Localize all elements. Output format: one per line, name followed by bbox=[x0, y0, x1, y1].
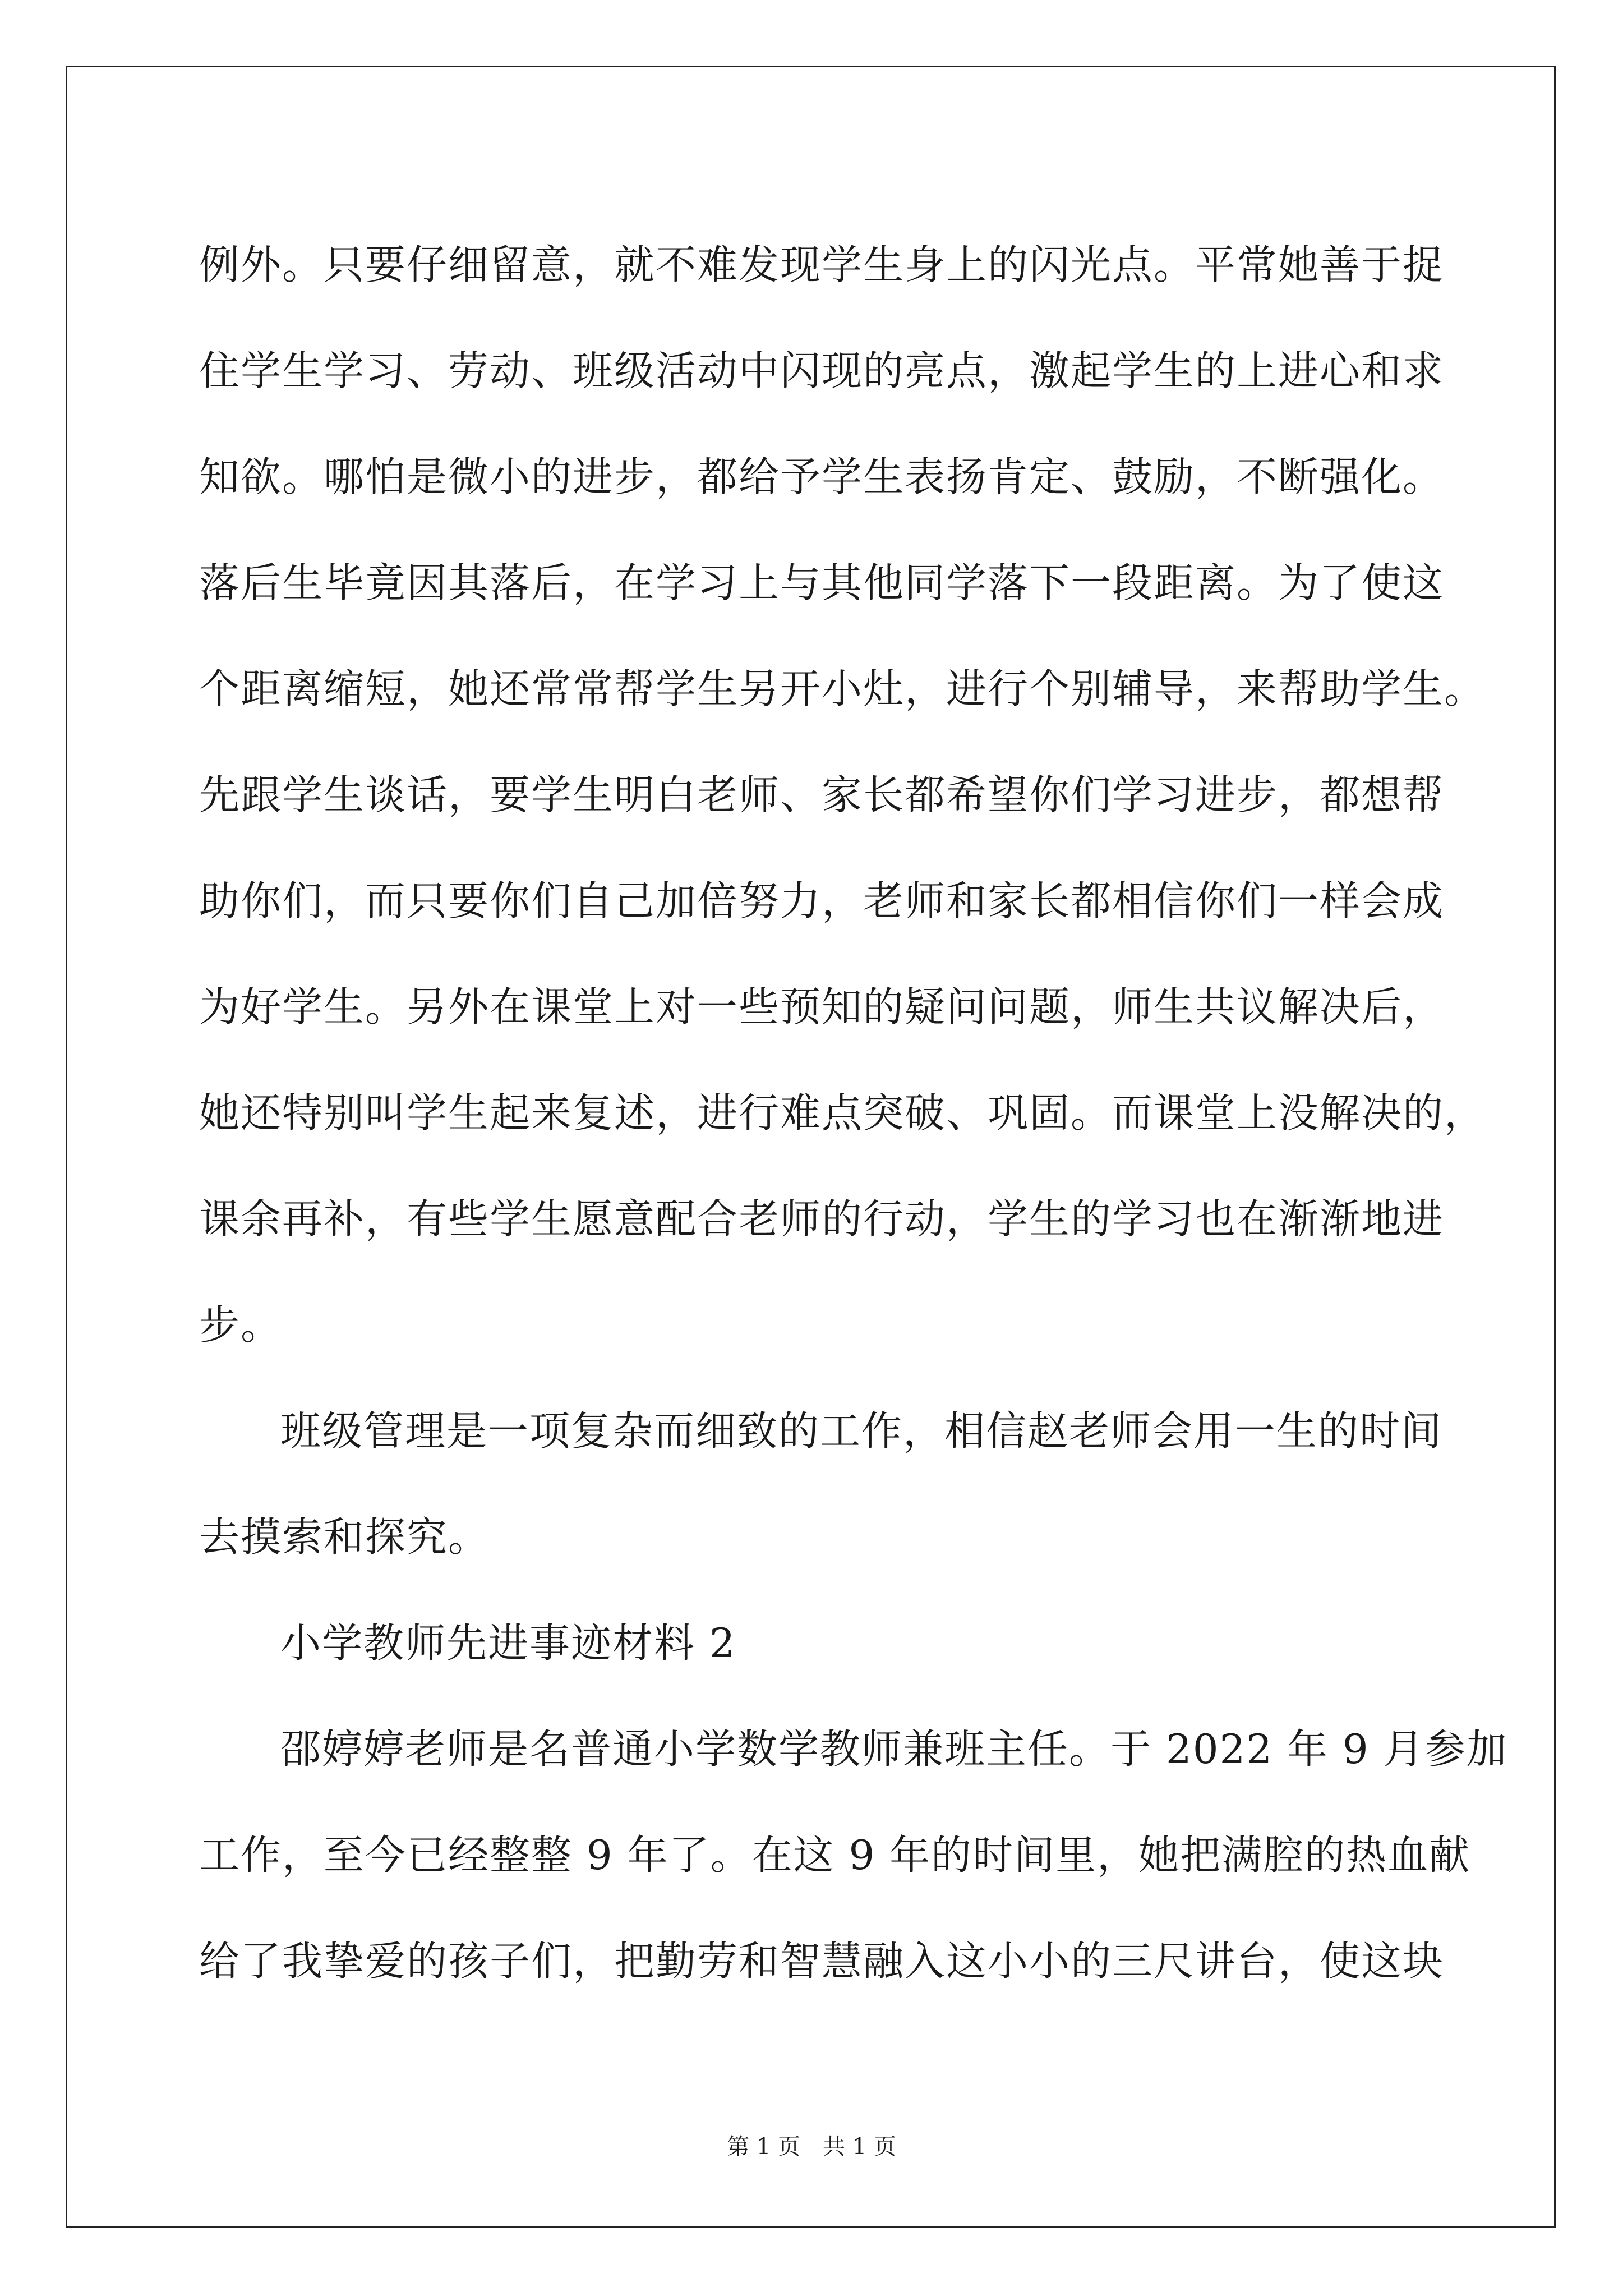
page-footer bbox=[0, 2133, 1623, 2161]
total-pages: 共 1 页 bbox=[823, 2134, 896, 2160]
text-line: 给了我挚爱的孩子们，把勤劳和智慧融入这小小的三尺讲台，使这块 bbox=[199, 1938, 1445, 1985]
text-line: 助你们，而只要你们自己加倍努力，老师和家长都相信你们一样会成 bbox=[199, 877, 1445, 924]
text-line: 去摸索和探究。 bbox=[199, 1513, 490, 1561]
document-body bbox=[199, 212, 1508, 2014]
page-number: 第 1 页 bbox=[727, 2134, 800, 2160]
section-heading: 小学教师先进事迹材料 2 bbox=[280, 1619, 736, 1667]
text-line: 她还特别叫学生起来复述，进行难点突破、巩固。而课堂上没解决的， bbox=[199, 1089, 1486, 1137]
text-line: 个距离缩短，她还常常帮学生另开小灶，进行个别辅导，来帮助学生。 bbox=[199, 665, 1486, 712]
paragraph-start-line: 班级管理是一项复杂而细致的工作，相信赵老师会用一生的时间 bbox=[280, 1407, 1443, 1455]
text-line: 课余再补，有些学生愿意配合老师的行动，学生的学习也在渐渐地进 bbox=[199, 1195, 1445, 1243]
text-line: 知欲。哪怕是微小的进步，都给予学生表扬肯定、鼓励，不断强化。 bbox=[199, 453, 1445, 500]
text-line: 例外。只要仔细留意，就不难发现学生身上的闪光点。平常她善于捉 bbox=[199, 241, 1445, 288]
paragraph-start-line: 邵婷婷老师是名普通小学数学教师兼班主任。于 2022 年 9 月参加 bbox=[280, 1726, 1508, 1773]
text-line: 住学生学习、劳动、班级活动中闪现的亮点，激起学生的上进心和求 bbox=[199, 347, 1445, 394]
text-line: 工作，至今已经整整 9 年了。在这 9 年的时间里，她把满腔的热血献 bbox=[199, 1832, 1471, 1879]
text-line: 落后生毕竟因其落后，在学习上与其他同学落下一段距离。为了使这 bbox=[199, 559, 1445, 606]
text-line: 步。 bbox=[199, 1301, 283, 1349]
text-line: 先跟学生谈话，要学生明白老师、家长都希望你们学习进步，都想帮 bbox=[199, 771, 1445, 818]
text-line: 为好学生。另外在课堂上对一些预知的疑问问题，师生共议解决后， bbox=[199, 983, 1445, 1030]
